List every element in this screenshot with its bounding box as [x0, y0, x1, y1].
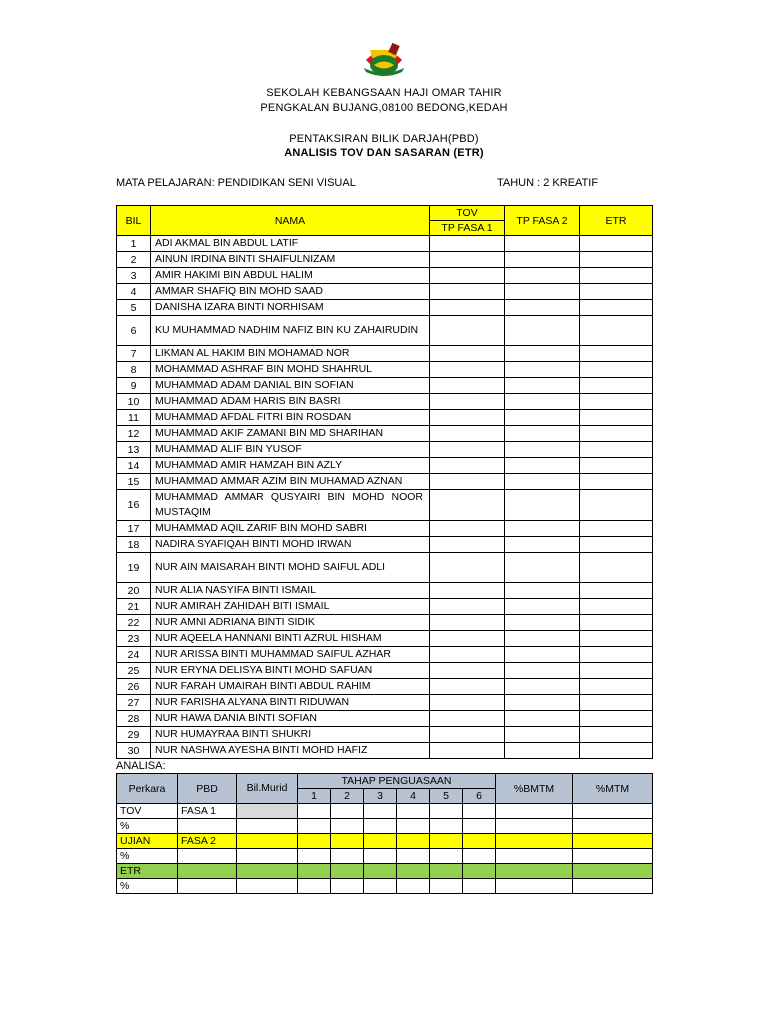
assessment-title: PENTAKSIRAN BILIK DARJAH(PBD)	[289, 133, 479, 145]
ana-value-cell[interactable]	[430, 849, 463, 864]
ana-level-6: 6	[463, 789, 496, 804]
row-bil: 7	[117, 346, 151, 362]
ana-value-cell[interactable]	[430, 819, 463, 834]
row-tp-fasa1-cell[interactable]	[430, 442, 505, 458]
ana-value-cell[interactable]	[331, 864, 364, 879]
row-nama: NUR ERYNA DELISYA BINTI MOHD SAFUAN	[151, 663, 430, 679]
row-nama: MUHAMMAD ALIF BIN YUSOF	[151, 442, 430, 458]
ana-header-bmtm: %BMTM	[496, 774, 573, 804]
row-etr-cell[interactable]	[580, 599, 653, 615]
ana-value-cell[interactable]	[298, 834, 331, 849]
row-nama: NUR FARAH UMAIRAH BINTI ABDUL RAHIM	[151, 679, 430, 695]
table-row	[117, 236, 653, 252]
row-nama: NADIRA SYAFIQAH BINTI MOHD IRWAN	[151, 537, 430, 553]
row-bil: 14	[117, 458, 151, 474]
col-header-tov: TOV	[430, 206, 505, 221]
ana-pbd	[178, 879, 237, 894]
ana-header-tahap: TAHAP PENGUASAAN	[298, 774, 496, 789]
table-row	[117, 711, 653, 727]
ana-perkara: UJIAN	[117, 834, 178, 849]
row-nama: KU MUHAMMAD NADHIM NAFIZ BIN KU ZAHAIRUDIN	[151, 316, 430, 346]
ana-perkara: %	[117, 819, 178, 834]
ana-value-cell[interactable]	[496, 834, 573, 849]
row-tp-fasa1-cell[interactable]	[430, 743, 505, 759]
row-tp-fasa1-cell[interactable]	[430, 316, 505, 346]
row-etr-cell[interactable]	[580, 426, 653, 442]
table-row	[117, 316, 653, 346]
row-nama: NUR FARISHA ALYANA BINTI RIDUWAN	[151, 695, 430, 711]
student-table	[116, 205, 653, 759]
row-tp-fasa2-cell[interactable]	[505, 583, 580, 599]
ana-value-cell[interactable]	[298, 879, 331, 894]
row-nama: NUR NASHWA AYESHA BINTI MOHD HAFIZ	[151, 743, 430, 759]
table-row	[117, 410, 653, 426]
ana-level-1: 1	[298, 789, 331, 804]
row-tp-fasa1-cell[interactable]	[430, 537, 505, 553]
row-bil: 18	[117, 537, 151, 553]
table-row	[117, 474, 653, 490]
row-tp-fasa1-cell[interactable]	[430, 362, 505, 378]
table-row	[117, 362, 653, 378]
row-nama: AMIR HAKIMI BIN ABDUL HALIM	[151, 268, 430, 284]
row-nama: NUR AMNI ADRIANA BINTI SIDIK	[151, 615, 430, 631]
row-bil: 3	[117, 268, 151, 284]
analysis-row	[117, 879, 653, 894]
row-nama: MUHAMMAD AMIR HAMZAH BIN AZLY	[151, 458, 430, 474]
row-etr-cell[interactable]	[580, 300, 653, 316]
row-nama: NUR ARISSA BINTI MUHAMMAD SAIFUL AZHAR	[151, 647, 430, 663]
row-tp-fasa1-cell[interactable]	[430, 521, 505, 537]
analysis-row	[117, 849, 653, 864]
ana-value-cell[interactable]	[430, 864, 463, 879]
row-tp-fasa2-cell[interactable]	[505, 410, 580, 426]
table-row	[117, 426, 653, 442]
row-tp-fasa2-cell[interactable]	[505, 615, 580, 631]
row-etr-cell[interactable]	[580, 615, 653, 631]
row-bil: 24	[117, 647, 151, 663]
row-tp-fasa2-cell[interactable]	[505, 284, 580, 300]
row-tp-fasa1-cell[interactable]	[430, 553, 505, 583]
row-etr-cell[interactable]	[580, 346, 653, 362]
row-tp-fasa2-cell[interactable]	[505, 362, 580, 378]
row-bil: 2	[117, 252, 151, 268]
ana-value-cell[interactable]	[237, 879, 298, 894]
row-bil: 25	[117, 663, 151, 679]
table-row	[117, 631, 653, 647]
ana-value-cell[interactable]	[430, 879, 463, 894]
row-tp-fasa2-cell[interactable]	[505, 378, 580, 394]
table-row	[117, 268, 653, 284]
row-etr-cell[interactable]	[580, 490, 653, 521]
row-tp-fasa1-cell[interactable]	[430, 474, 505, 490]
ana-value-cell[interactable]	[397, 849, 430, 864]
row-bil: 22	[117, 615, 151, 631]
row-tp-fasa2-cell[interactable]	[505, 268, 580, 284]
ana-value-cell[interactable]	[397, 879, 430, 894]
row-nama: MUHAMMAD AFDAL FITRI BIN ROSDAN	[151, 410, 430, 426]
school-address: PENGKALAN BUJANG,08100 BEDONG,KEDAH	[260, 102, 508, 114]
row-etr-cell[interactable]	[580, 521, 653, 537]
analysis-table	[116, 773, 653, 894]
row-tp-fasa2-cell[interactable]	[505, 300, 580, 316]
ana-pbd	[178, 819, 237, 834]
table-row	[117, 284, 653, 300]
row-nama: NUR AIN MAISARAH BINTI MOHD SAIFUL ADLI	[151, 553, 430, 583]
row-etr-cell[interactable]	[580, 284, 653, 300]
table-row	[117, 727, 653, 743]
row-tp-fasa1-cell[interactable]	[430, 615, 505, 631]
ana-value-cell[interactable]	[496, 879, 573, 894]
row-etr-cell[interactable]	[580, 252, 653, 268]
analysis-label: ANALISA:	[116, 760, 166, 772]
ana-value-cell[interactable]	[496, 864, 573, 879]
ana-level-4: 4	[397, 789, 430, 804]
row-etr-cell[interactable]	[580, 679, 653, 695]
row-tp-fasa1-cell[interactable]	[430, 679, 505, 695]
row-bil: 29	[117, 727, 151, 743]
row-tp-fasa2-cell[interactable]	[505, 679, 580, 695]
row-tp-fasa1-cell[interactable]	[430, 599, 505, 615]
row-tp-fasa2-cell[interactable]	[505, 599, 580, 615]
school-name: SEKOLAH KEBANGSAAN HAJI OMAR TAHIR	[266, 87, 502, 99]
table-row	[117, 583, 653, 599]
row-tp-fasa1-cell[interactable]	[430, 727, 505, 743]
ana-value-cell[interactable]	[463, 819, 496, 834]
ana-value-cell[interactable]	[237, 804, 298, 819]
ana-perkara: ETR	[117, 864, 178, 879]
row-nama: AMMAR SHAFIQ BIN MOHD SAAD	[151, 284, 430, 300]
ana-value-cell[interactable]	[463, 879, 496, 894]
row-nama: MOHAMMAD ASHRAF BIN MOHD SHAHRUL	[151, 362, 430, 378]
row-nama: MUHAMMAD ADAM DANIAL BIN SOFIAN	[151, 378, 430, 394]
table-row	[117, 521, 653, 537]
ana-level-2: 2	[331, 789, 364, 804]
row-etr-cell[interactable]	[580, 394, 653, 410]
ana-value-cell[interactable]	[397, 864, 430, 879]
ana-value-cell[interactable]	[573, 849, 653, 864]
row-etr-cell[interactable]	[580, 316, 653, 346]
row-bil: 10	[117, 394, 151, 410]
row-nama: MUHAMMAD AMMAR QUSYAIRI BIN MOHD NOOR MUSTAQIM	[151, 490, 430, 521]
row-nama: NUR ALIA NASYIFA BINTI ISMAIL	[151, 583, 430, 599]
ana-value-cell[interactable]	[496, 849, 573, 864]
col-header-tp-fasa2: TP FASA 2	[505, 206, 580, 236]
row-etr-cell[interactable]	[580, 458, 653, 474]
ana-level-3: 3	[364, 789, 397, 804]
ana-perkara: %	[117, 879, 178, 894]
row-tp-fasa2-cell[interactable]	[505, 695, 580, 711]
row-tp-fasa2-cell[interactable]	[505, 537, 580, 553]
row-bil: 5	[117, 300, 151, 316]
ana-pbd	[178, 849, 237, 864]
row-tp-fasa2-cell[interactable]	[505, 346, 580, 362]
row-bil: 1	[117, 236, 151, 252]
row-nama: LIKMAN AL HAKIM BIN MOHAMAD NOR	[151, 346, 430, 362]
row-bil: 15	[117, 474, 151, 490]
row-bil: 12	[117, 426, 151, 442]
row-tp-fasa1-cell[interactable]	[430, 410, 505, 426]
row-tp-fasa1-cell[interactable]	[430, 663, 505, 679]
row-tp-fasa1-cell[interactable]	[430, 268, 505, 284]
ana-value-cell[interactable]	[397, 819, 430, 834]
table-row	[117, 537, 653, 553]
row-etr-cell[interactable]	[580, 727, 653, 743]
ana-value-cell[interactable]	[298, 804, 331, 819]
row-etr-cell[interactable]	[580, 378, 653, 394]
table-row	[117, 695, 653, 711]
row-tp-fasa1-cell[interactable]	[430, 711, 505, 727]
row-tp-fasa2-cell[interactable]	[505, 553, 580, 583]
table-row	[117, 679, 653, 695]
ana-value-cell[interactable]	[237, 834, 298, 849]
analysis-row	[117, 804, 653, 819]
row-bil: 30	[117, 743, 151, 759]
ana-value-cell[interactable]	[573, 879, 653, 894]
ana-value-cell[interactable]	[237, 864, 298, 879]
row-bil: 26	[117, 679, 151, 695]
row-tp-fasa1-cell[interactable]	[430, 631, 505, 647]
table-row	[117, 252, 653, 268]
row-bil: 9	[117, 378, 151, 394]
ana-value-cell[interactable]	[331, 819, 364, 834]
row-bil: 6	[117, 316, 151, 346]
row-tp-fasa1-cell[interactable]	[430, 458, 505, 474]
subject-label: MATA PELAJARAN: PENDIDIKAN SENI VISUAL	[116, 177, 356, 189]
analysis-row	[117, 834, 653, 849]
row-bil: 19	[117, 553, 151, 583]
ana-perkara: %	[117, 849, 178, 864]
table-row	[117, 300, 653, 316]
table-row	[117, 615, 653, 631]
row-bil: 16	[117, 490, 151, 521]
ana-value-cell[interactable]	[463, 834, 496, 849]
ana-value-cell[interactable]	[298, 849, 331, 864]
ana-value-cell[interactable]	[463, 804, 496, 819]
ana-pbd: FASA 1	[178, 804, 237, 819]
row-nama: NUR HAWA DANIA BINTI SOFIAN	[151, 711, 430, 727]
ana-value-cell[interactable]	[397, 804, 430, 819]
row-etr-cell[interactable]	[580, 553, 653, 583]
row-tp-fasa1-cell[interactable]	[430, 252, 505, 268]
row-etr-cell[interactable]	[580, 647, 653, 663]
row-bil: 23	[117, 631, 151, 647]
ana-perkara: TOV	[117, 804, 178, 819]
table-row	[117, 647, 653, 663]
row-nama: NUR AMIRAH ZAHIDAH BITI ISMAIL	[151, 599, 430, 615]
table-row	[117, 490, 653, 521]
ana-value-cell[interactable]	[237, 849, 298, 864]
row-tp-fasa2-cell[interactable]	[505, 647, 580, 663]
ana-value-cell[interactable]	[573, 819, 653, 834]
row-tp-fasa1-cell[interactable]	[430, 426, 505, 442]
row-bil: 17	[117, 521, 151, 537]
ana-value-cell[interactable]	[364, 849, 397, 864]
table-row	[117, 663, 653, 679]
ana-value-cell[interactable]	[331, 834, 364, 849]
ana-value-cell[interactable]	[573, 804, 653, 819]
table-row	[117, 442, 653, 458]
row-etr-cell[interactable]	[580, 583, 653, 599]
row-nama: MUHAMMAD AQIL ZARIF BIN MOHD SABRI	[151, 521, 430, 537]
row-tp-fasa2-cell[interactable]	[505, 252, 580, 268]
row-tp-fasa1-cell[interactable]	[430, 647, 505, 663]
row-tp-fasa1-cell[interactable]	[430, 284, 505, 300]
row-tp-fasa2-cell[interactable]	[505, 316, 580, 346]
row-etr-cell[interactable]	[580, 537, 653, 553]
row-etr-cell[interactable]	[580, 442, 653, 458]
row-nama: AINUN IRDINA BINTI SHAIFULNIZAM	[151, 252, 430, 268]
row-tp-fasa2-cell[interactable]	[505, 521, 580, 537]
ana-value-cell[interactable]	[463, 864, 496, 879]
ana-value-cell[interactable]	[397, 834, 430, 849]
ana-value-cell[interactable]	[364, 804, 397, 819]
row-etr-cell[interactable]	[580, 695, 653, 711]
row-tp-fasa2-cell[interactable]	[505, 727, 580, 743]
ana-value-cell[interactable]	[364, 819, 397, 834]
row-bil: 13	[117, 442, 151, 458]
ana-value-cell[interactable]	[298, 819, 331, 834]
row-bil: 28	[117, 711, 151, 727]
row-bil: 8	[117, 362, 151, 378]
ana-value-cell[interactable]	[463, 849, 496, 864]
ana-value-cell[interactable]	[331, 849, 364, 864]
table-row	[117, 743, 653, 759]
ana-header-mtm: %MTM	[573, 774, 653, 804]
table-row	[117, 599, 653, 615]
row-nama: DANISHA IZARA BINTI NORHISAM	[151, 300, 430, 316]
row-tp-fasa2-cell[interactable]	[505, 394, 580, 410]
row-tp-fasa2-cell[interactable]	[505, 663, 580, 679]
row-nama: MUHAMMAD AKIF ZAMANI BIN MD SHARIHAN	[151, 426, 430, 442]
ana-value-cell[interactable]	[298, 864, 331, 879]
ana-value-cell[interactable]	[430, 804, 463, 819]
row-tp-fasa2-cell[interactable]	[505, 236, 580, 252]
row-tp-fasa1-cell[interactable]	[430, 236, 505, 252]
ana-value-cell[interactable]	[237, 819, 298, 834]
ana-value-cell[interactable]	[364, 834, 397, 849]
row-etr-cell[interactable]	[580, 362, 653, 378]
row-tp-fasa1-cell[interactable]	[430, 583, 505, 599]
row-etr-cell[interactable]	[580, 410, 653, 426]
row-etr-cell[interactable]	[580, 631, 653, 647]
row-tp-fasa1-cell[interactable]	[430, 300, 505, 316]
ana-value-cell[interactable]	[331, 879, 364, 894]
school-crest-logo	[360, 38, 408, 78]
row-tp-fasa2-cell[interactable]	[505, 426, 580, 442]
ana-value-cell[interactable]	[496, 819, 573, 834]
row-tp-fasa2-cell[interactable]	[505, 474, 580, 490]
ana-value-cell[interactable]	[573, 834, 653, 849]
row-tp-fasa2-cell[interactable]	[505, 458, 580, 474]
row-tp-fasa1-cell[interactable]	[430, 378, 505, 394]
row-etr-cell[interactable]	[580, 474, 653, 490]
ana-value-cell[interactable]	[573, 864, 653, 879]
row-tp-fasa1-cell[interactable]	[430, 490, 505, 521]
ana-value-cell[interactable]	[331, 804, 364, 819]
row-etr-cell[interactable]	[580, 743, 653, 759]
row-tp-fasa2-cell[interactable]	[505, 442, 580, 458]
row-bil: 4	[117, 284, 151, 300]
table-row	[117, 458, 653, 474]
ana-header-pbd: PBD	[178, 774, 237, 804]
row-tp-fasa2-cell[interactable]	[505, 743, 580, 759]
ana-value-cell[interactable]	[364, 879, 397, 894]
table-row	[117, 378, 653, 394]
row-nama: NUR HUMAYRAA BINTI SHUKRI	[151, 727, 430, 743]
table-row	[117, 346, 653, 362]
table-row	[117, 553, 653, 583]
year-label: TAHUN : 2 KREATIF	[497, 177, 599, 189]
ana-header-bil-murid: Bil.Murid	[237, 774, 298, 804]
ana-value-cell[interactable]	[430, 834, 463, 849]
row-bil: 11	[117, 410, 151, 426]
row-etr-cell[interactable]	[580, 268, 653, 284]
col-header-bil: BIL	[117, 206, 151, 236]
row-tp-fasa2-cell[interactable]	[505, 490, 580, 521]
row-bil: 27	[117, 695, 151, 711]
ana-header-perkara: Perkara	[117, 774, 178, 804]
ana-value-cell[interactable]	[496, 804, 573, 819]
row-tp-fasa1-cell[interactable]	[430, 346, 505, 362]
row-etr-cell[interactable]	[580, 236, 653, 252]
row-tp-fasa1-cell[interactable]	[430, 695, 505, 711]
ana-pbd	[178, 864, 237, 879]
col-header-tp-fasa1: TP FASA 1	[430, 221, 505, 236]
row-bil: 21	[117, 599, 151, 615]
col-header-etr: ETR	[580, 206, 653, 236]
row-bil: 20	[117, 583, 151, 599]
row-etr-cell[interactable]	[580, 663, 653, 679]
analysis-row	[117, 819, 653, 834]
row-nama: ADI AKMAL BIN ABDUL LATIF	[151, 236, 430, 252]
row-tp-fasa1-cell[interactable]	[430, 394, 505, 410]
col-header-nama: NAMA	[151, 206, 430, 236]
analysis-title: ANALISIS TOV DAN SASARAN (ETR)	[284, 147, 484, 159]
row-etr-cell[interactable]	[580, 711, 653, 727]
row-tp-fasa2-cell[interactable]	[505, 711, 580, 727]
ana-value-cell[interactable]	[364, 864, 397, 879]
analysis-row	[117, 864, 653, 879]
table-row	[117, 394, 653, 410]
row-tp-fasa2-cell[interactable]	[505, 631, 580, 647]
row-nama: NUR AQEELA HANNANI BINTI AZRUL HISHAM	[151, 631, 430, 647]
ana-pbd: FASA 2	[178, 834, 237, 849]
ana-level-5: 5	[430, 789, 463, 804]
row-nama: MUHAMMAD AMMAR AZIM BIN MUHAMAD AZNAN	[151, 474, 430, 490]
row-nama: MUHAMMAD ADAM HARIS BIN BASRI	[151, 394, 430, 410]
